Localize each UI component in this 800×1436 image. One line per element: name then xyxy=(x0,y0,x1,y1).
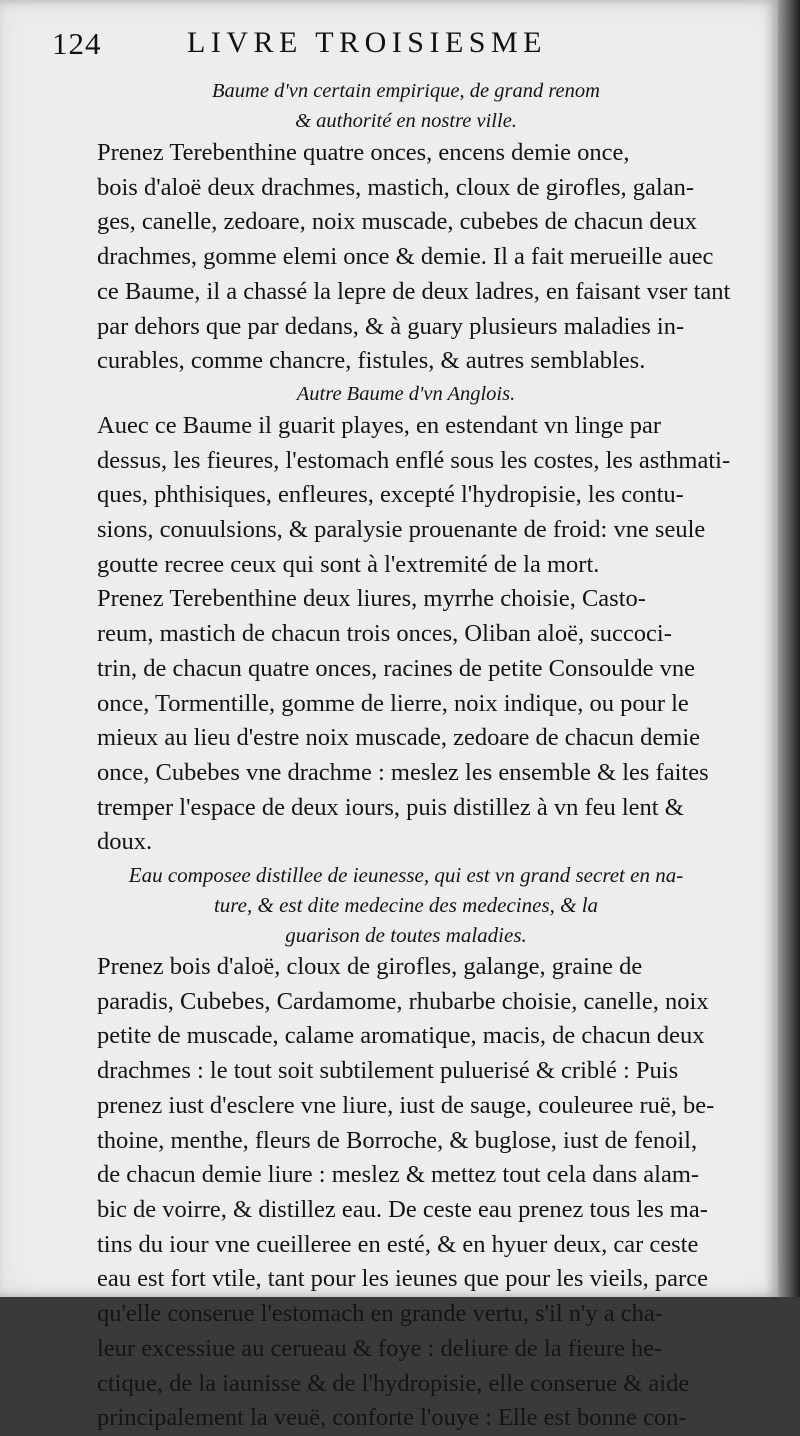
text-line: paradis, Cubebes, Cardamome, rhubarbe choisie, canelle, noix xyxy=(97,987,709,1015)
text-line: petite de muscade, calame aromatique, macis, de chacun deux xyxy=(97,1022,705,1050)
text-line: thoine, menthe, fleurs de Borroche, & buglose, iust de fenoil, xyxy=(97,1126,698,1154)
heading-line: Eau composee distillee de ieunesse, qui est vn grand secret en na- xyxy=(128,863,684,888)
text-line: goutte recree ceux qui sont à l'extremité de la mort. xyxy=(97,550,600,578)
body-text xyxy=(57,76,755,1436)
text-line: drachmes, gomme elemi once & demie. Il a fait merueille auec xyxy=(97,243,714,271)
paragraph xyxy=(57,950,755,1436)
text-line: dessus, les fieures, l'estomach enflé sous les costes, les asthmati- xyxy=(97,446,731,474)
text-line: drachmes : le tout soit subtilement puluerisé & criblé : Puis xyxy=(97,1057,679,1085)
text-line: leur excessiue au cerueau & foye : deliure de la fieure he- xyxy=(97,1334,663,1362)
text-line: Prenez Terebenthine quatre onces, encens demie once, xyxy=(97,139,630,166)
text-line: doux. xyxy=(97,828,153,856)
heading-line: guarison de toutes maladies. xyxy=(285,923,527,948)
text-line: eau est fort vtile, tant pour les ieunes que pour les vieils, parce xyxy=(97,1265,708,1293)
text-line: bic de voirre, & distillez eau. De ceste eau prenez tous les ma- xyxy=(97,1195,708,1223)
paragraph xyxy=(57,136,755,379)
text-line: ce Baume, il a chassé la lepre de deux ladres, en faisant vser tant xyxy=(97,277,731,305)
text-line: Prenez Terebenthine deux liures, myrrhe choisie, Casto- xyxy=(97,585,646,613)
text-line: par dehors que par dedans, & à guary plusieurs maladies in- xyxy=(97,312,685,340)
text-line: reum, mastich de chacun trois onces, Oliban aloë, succoci- xyxy=(97,620,672,648)
section-heading xyxy=(57,379,755,409)
text-line: once, Tormentille, gomme de lierre, noix indique, ou pour le xyxy=(97,689,689,717)
heading-line: Autre Baume d'vn Anglois. xyxy=(296,382,516,405)
text-line: trin, de chacun quatre onces, racines de petite Consoulde vne xyxy=(97,654,695,682)
text-line: once, Cubebes vne drachme : meslez les ensemble & les faites xyxy=(97,758,709,786)
text-line: prenez iust d'esclere vne liure, iust de sauge, couleuree ruë, be- xyxy=(97,1091,715,1119)
section-heading xyxy=(57,76,755,136)
text-line: ges, canelle, zedoare, noix muscade, cubebes de chacun deux xyxy=(97,208,697,236)
text-line: de chacun demie liure : meslez & mettez tout cela dans alam- xyxy=(97,1161,700,1189)
text-line: principalement la veuë, conforte l'ouye : Elle est bonne con- xyxy=(97,1404,687,1432)
paragraph xyxy=(57,409,755,583)
text-line: Auec ce Baume il guarit playes, en estendant vn linge par xyxy=(97,411,661,439)
page-edge-shadow xyxy=(778,0,800,1297)
heading-line: Baume d'vn certain empirique, de grand renom xyxy=(212,80,600,102)
text-line: bois d'aloë deux drachmes, mastich, cloux de girofles, galan- xyxy=(97,173,694,201)
text-line: sions, conuulsions, & paralysie prouenante de froid: vne seule xyxy=(97,516,706,544)
heading-line: ture, & est dite medecine des medecines, & la xyxy=(213,893,599,918)
text-line: ctique, de la iaunisse & de l'hydropisie, elle conserue & aide xyxy=(97,1369,690,1397)
page-header xyxy=(52,26,757,70)
text-line: curables, comme chancre, fistules, & autres semblables. xyxy=(97,347,646,375)
text-line: qu'elle conserue l'estomach en grande vertu, s'il n'y a cha- xyxy=(97,1300,663,1328)
text-line: tremper l'espace de deux iours, puis distillez à vn feu lent & xyxy=(97,793,684,821)
paragraph xyxy=(57,582,755,860)
text-line: Prenez bois d'aloë, cloux de girofles, galange, graine de xyxy=(97,953,643,981)
heading-line: & authorité en nostre ville. xyxy=(295,110,517,132)
text-line: mieux au lieu d'estre noix muscade, zedoare de chacun demie xyxy=(97,724,701,752)
text-line: ques, phthisiques, enfleures, excepté l'hydropisie, les contu- xyxy=(97,481,684,509)
running-title: LIVRE TROISIESME xyxy=(187,26,547,59)
page-number: 124 xyxy=(52,26,102,61)
text-line: tins du iour vne cueilleree en esté, & en hyuer deux, car ceste xyxy=(97,1230,699,1258)
section-heading xyxy=(57,860,755,950)
